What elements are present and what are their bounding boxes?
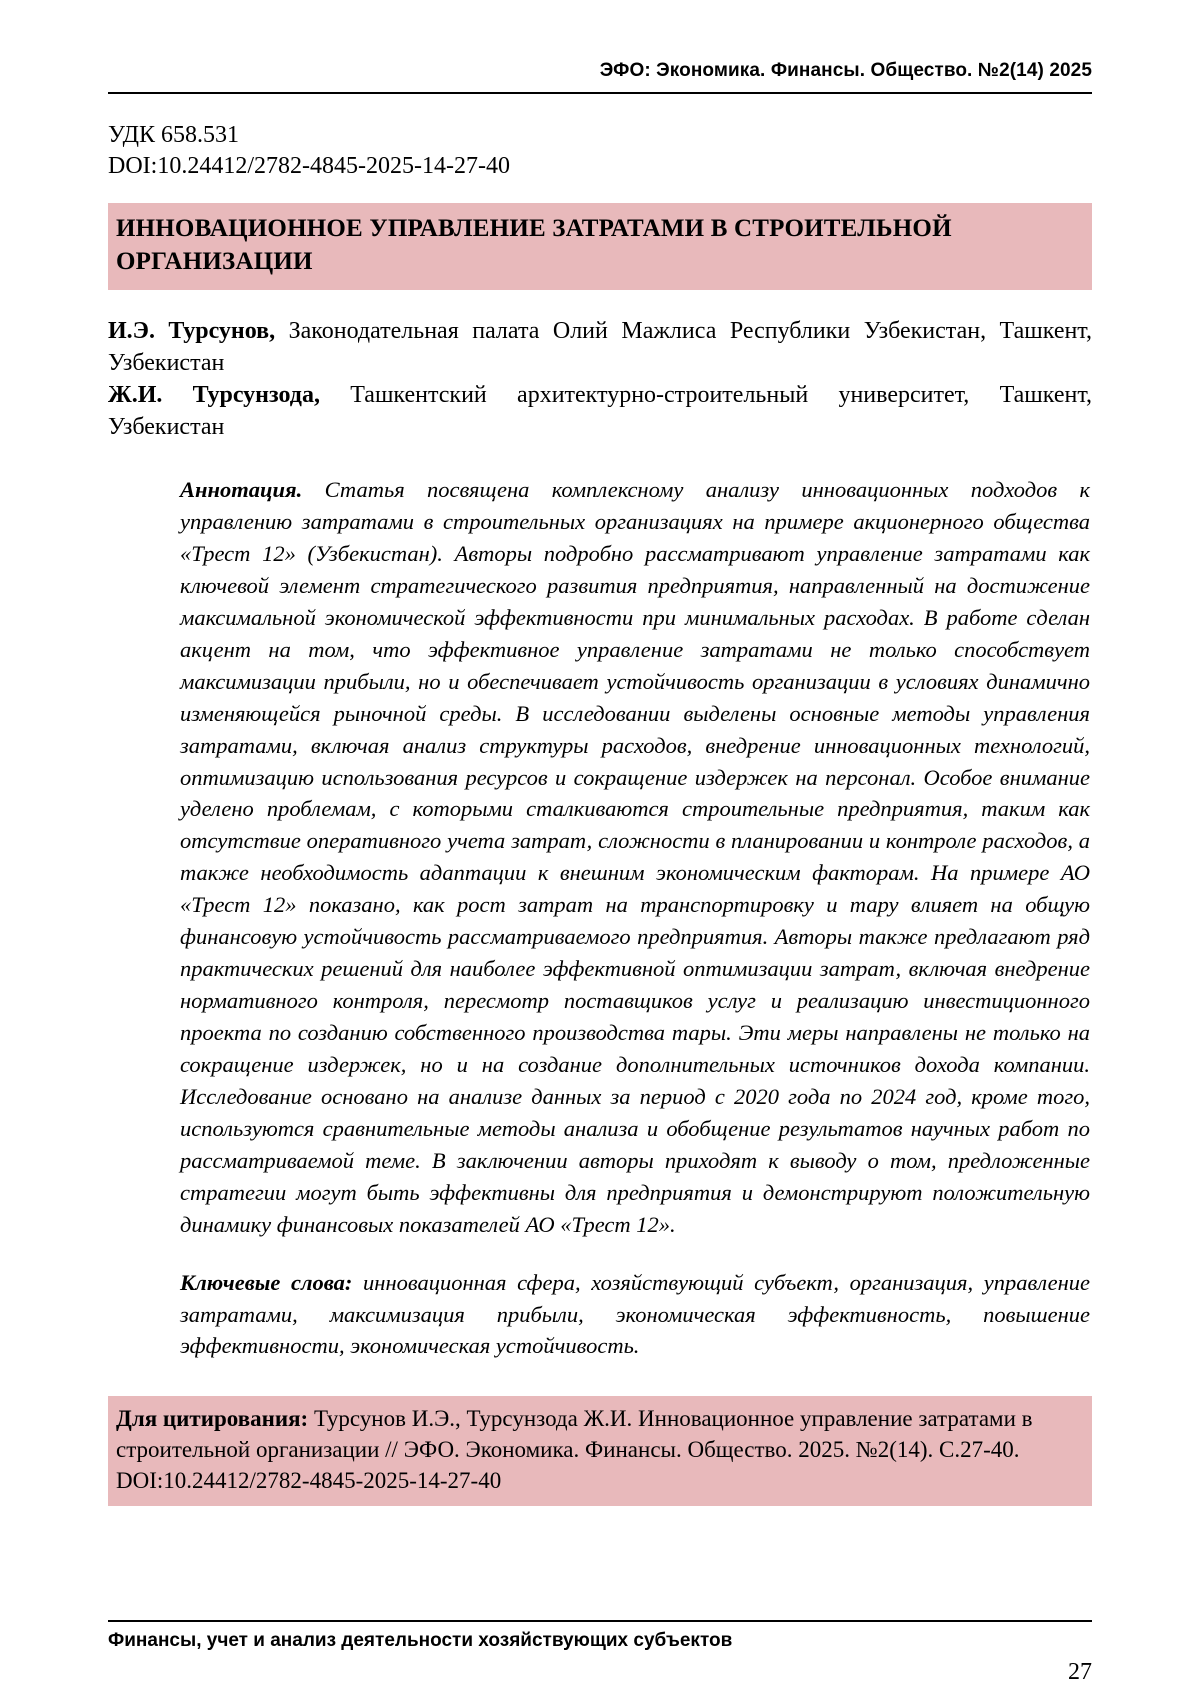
author-name: И.Э. Турсунов, — [108, 318, 276, 345]
identifier-block — [108, 120, 1092, 181]
keywords-paragraph — [180, 1267, 1090, 1363]
keywords-label: Ключевые слова: — [180, 1269, 353, 1295]
authors-block — [108, 316, 1092, 444]
doi-code: DOI:10.24412/2782-4845-2025-14-27-40 — [108, 152, 510, 179]
footer-section-title: Финансы, учет и анализ деятельности хозяйствующих субъектов — [108, 1630, 733, 1651]
citation-highlight-band — [108, 1396, 1092, 1506]
article-title: ИННОВАЦИОННОЕ УПРАВЛЕНИЕ ЗАТРАТАМИ В СТРОИТЕЛЬНОЙ ОРГАНИЗАЦИИ — [116, 215, 952, 275]
udc-code: УДК 658.531 — [108, 122, 239, 148]
author-affiliation: Ташкентский архитектурно-строительный университет, Ташкент, Узбекистан — [108, 382, 1093, 441]
keywords-text: инновационная сфера, хозяйствующий субъект, организация, управление затратами, максимизация прибыли, экономическая эффективность, повышение эффективности, экономическая устойчивость. — [180, 1269, 1091, 1359]
page-number: 27 — [1068, 1659, 1092, 1685]
page-footer — [108, 1620, 1092, 1652]
footer-divider — [108, 1620, 1092, 1622]
citation-text: Турсунов И.Э., Турсунзода Ж.И. Инновационное управление затратами в строительной организации // ЭФО. Экономика. Финансы. Общество. 2025. №2(14). С.27-40. DOI:10.24412/2782-4845-2025-14-27-40 — [116, 1406, 1033, 1493]
abstract-label: Аннотация. — [180, 477, 303, 503]
abstract-text: Статья посвящена комплексному анализу инновационных подходов к управлению затратами в строительных организациях на примере акционерного общества «Трест 12» (Узбекистан). Авторы подробно рассматривают управление затратами как ключевой элемент стратегического развития предприятия, направленный на достижение максимальной экономической эффективности при минимальных расходах. В работе сделан акцент на том, что эффективное управление затратами не только способствует максимизации прибыли, но и обеспечивает устойчивость организации в условиях динамично изменяющейся рыночной среды. В исследовании выделены основные методы управления затратами, включая анализ структуры расходов, внедрение инновационных технологий, оптимизацию использования ресурсов и сокращение издержек на персонал. Особое внимание уделено проблемам, с которыми сталкиваются строительные предприятия, таким как отсутствие оперативного учета затрат, сложности в планировании и контроле расходов, а также необходимость адаптации к внешним экономическим факторам. На примере АО «Трест 12» показано, как рост затрат на транспортировку и тару влияет на общую финансовую устойчивость рассматриваемого предприятия. Авторы также предлагают ряд практических решений для наиболее эффективной оптимизации затрат, включая внедрение нормативного контроля, пересмотр поставщиков услуг и реализацию инвестиционного проекта по созданию собственного производства тары. Эти меры направлены не только на сокращение издержек, но и на создание дополнительных источников дохода компании. Исследование основано на анализе данных за период с 2020 года по 2024 год, кроме того, используются сравнительные методы анализа и обобщение результатов научных работ по рассматриваемой теме. В заключении авторы приходят к выводу о том, предложенные стратегии могут быть эффективны для предприятия и демонстрируют положительную динамику финансовых показателей АО «Трест 12». — [180, 477, 1091, 1237]
author-affiliation: Законодательная палата Олий Мажлиса Республики Узбекистан, Ташкент, Узбекистан — [108, 318, 1092, 377]
running-head: ЭФО: Экономика. Финансы. Общество. №2(14) 2025 — [599, 60, 1092, 81]
author-entry — [108, 316, 1092, 380]
citation-label: Для цитирования: — [116, 1406, 309, 1432]
author-name: Ж.И. Турсунзода, — [108, 382, 320, 409]
abstract-paragraph — [180, 474, 1090, 1241]
author-entry — [108, 380, 1092, 444]
title-highlight-band — [108, 203, 1092, 290]
header-divider — [108, 92, 1092, 94]
abstract-section — [180, 474, 1090, 1362]
